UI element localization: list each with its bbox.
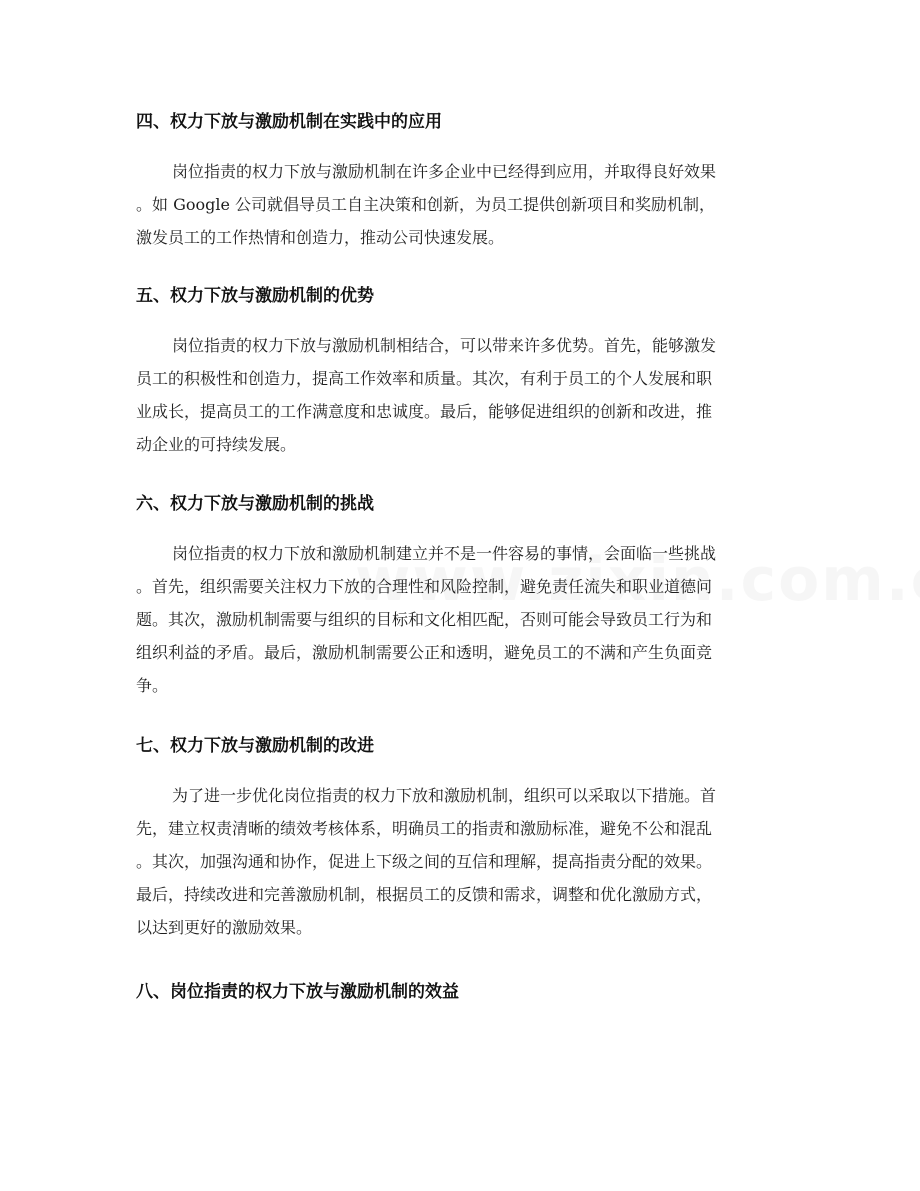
- paragraph-line: 岗位指责的权力下放与激励机制相结合，可以带来许多优势。首先，能够激发: [172, 336, 717, 355]
- paragraph-line: 动企业的可持续发展。: [136, 435, 297, 454]
- paragraph-line: 以达到更好的激励效果。: [136, 918, 313, 937]
- section-paragraph-6: [136, 537, 786, 702]
- section-heading-6: 六、权力下放与激励机制的挑战: [136, 494, 374, 514]
- paragraph-line: 题。其次，激励机制需要与组织的目标和文化相匹配，否则可能会导致员工行为和: [136, 610, 713, 629]
- paragraph-line: 。如 Google 公司就倡导员工自主决策和创新，为员工提供创新项目和奖励机制，: [136, 195, 716, 214]
- paragraph-line: 岗位指责的权力下放与激励机制在许多企业中已经得到应用，并取得良好效果: [172, 162, 717, 181]
- paragraph-line: 为了进一步优化岗位指责的权力下放和激励机制，组织可以采取以下措施。首: [172, 786, 717, 805]
- section-heading-7: 七、权力下放与激励机制的改进: [136, 736, 374, 756]
- paragraph-line: 。首先，组织需要关注权力下放的合理性和风险控制，避免责任流失和职业道德问: [136, 577, 713, 596]
- section-paragraph-5: [136, 329, 786, 461]
- paragraph-line: 。其次，加强沟通和协作，促进上下级之间的互信和理解，提高指责分配的效果。: [136, 852, 713, 871]
- paragraph-line: 先，建立权责清晰的绩效考核体系，明确员工的指责和激励标准，避免不公和混乱: [136, 819, 713, 838]
- paragraph-line: 组织利益的矛盾。最后，激励机制需要公正和透明，避免员工的不满和产生负面竞: [136, 643, 713, 662]
- paragraph-line: 岗位指责的权力下放和激励机制建立并不是一件容易的事情，会面临一些挑战: [172, 544, 717, 563]
- section-paragraph-7: [136, 779, 786, 944]
- paragraph-line: 业成长，提高员工的工作满意度和忠诚度。最后，能够促进组织的创新和改进，推: [136, 402, 713, 421]
- section-heading-5: 五、权力下放与激励机制的优势: [136, 286, 374, 306]
- section-heading-8: 八、岗位指责的权力下放与激励机制的效益: [136, 982, 459, 1002]
- section-heading-4: 四、权力下放与激励机制在实践中的应用: [136, 112, 442, 132]
- paragraph-line: 最后，持续改进和完善激励机制，根据员工的反馈和需求，调整和优化激励方式，: [136, 885, 713, 904]
- paragraph-line: 员工的积极性和创造力，提高工作效率和质量。其次，有利于员工的个人发展和职: [136, 369, 713, 388]
- section-paragraph-4: [136, 155, 786, 254]
- paragraph-line: 争。: [136, 676, 169, 695]
- paragraph-line: 激发员工的工作热情和创造力，推动公司快速发展。: [136, 228, 505, 247]
